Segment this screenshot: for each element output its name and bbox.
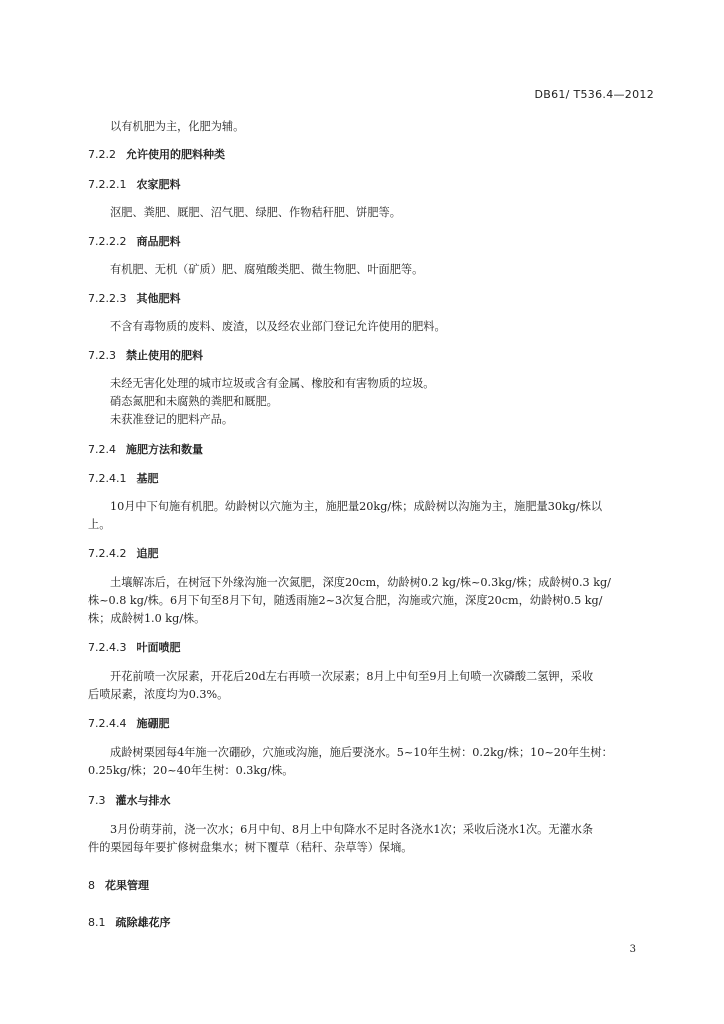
section-number: 7.2.4.3 xyxy=(88,641,127,654)
body-line: 3月份萌芽前，浇一次水；6月中旬、8月上中旬降水不足时各浇水1次；采收后浇水1次。无灌水条 xyxy=(110,823,594,836)
body-line: 后喷尿素，浓度均为0.3%。 xyxy=(88,688,229,701)
body-line: 0.25kg/株；20~40年生树：0.3kg/株。 xyxy=(88,764,294,777)
body-line: 硝态氮肥和未腐熟的粪肥和厩肥。 xyxy=(110,395,278,408)
section-heading xyxy=(88,792,654,810)
section-title: 其他肥料 xyxy=(136,292,181,305)
section-title: 疏除雄花序 xyxy=(115,916,171,929)
section-title: 允许使用的肥料种类 xyxy=(126,148,225,161)
section-number: 7.3 xyxy=(88,794,106,807)
body-line: 10月中下旬施有机肥。幼龄树以穴施为主，施肥量20kg/株；成龄树以沟施为主，施肥量30kg/株以 xyxy=(110,500,603,513)
body-line: 有机肥、无机（矿质）肥、腐殖酸类肥、微生物肥、叶面肥等。 xyxy=(110,263,424,276)
section-heading xyxy=(88,347,654,365)
section-title: 花果管理 xyxy=(105,879,149,892)
section-title: 灌水与排水 xyxy=(115,794,171,807)
body-line: 未经无害化处理的城市垃圾或含有金属、橡胶和有害物质的垃圾。 xyxy=(110,377,435,390)
section-title: 农家肥料 xyxy=(136,178,181,191)
section-number: 7.2.2.2 xyxy=(88,235,127,248)
section-title: 叶面喷肥 xyxy=(136,641,181,654)
section-title: 商品肥料 xyxy=(136,235,181,248)
page-number: 3 xyxy=(629,944,636,955)
body-line: 株；成龄树1.0 kg/株。 xyxy=(88,612,206,625)
section-heading xyxy=(88,639,654,657)
section-heading xyxy=(88,233,654,251)
section-heading xyxy=(88,176,654,194)
section-heading xyxy=(88,715,654,733)
section-title: 禁止使用的肥料 xyxy=(126,349,203,362)
section-heading xyxy=(88,877,654,895)
body-line: 上。 xyxy=(88,518,111,531)
section-title: 施硼肥 xyxy=(136,717,170,730)
body-line: 件的栗园每年要扩修树盘集水；树下覆草（秸秆、杂草等）保墒。 xyxy=(88,841,413,854)
section-number: 7.2.4.1 xyxy=(88,472,127,485)
section-number: 7.2.2.3 xyxy=(88,292,127,305)
section-heading xyxy=(88,290,654,308)
section-title: 基肥 xyxy=(136,472,159,485)
section-heading xyxy=(88,914,654,932)
section-number: 8.1 xyxy=(88,916,106,929)
section-number: 7.2.4 xyxy=(88,443,116,456)
body-line: 沤肥、粪肥、厩肥、沼气肥、绿肥、作物秸秆肥、饼肥等。 xyxy=(110,206,401,219)
section-number: 7.2.3 xyxy=(88,349,116,362)
section-number: 7.2.4.4 xyxy=(88,717,127,730)
section-title: 施肥方法和数量 xyxy=(126,443,203,456)
body-line: 未获准登记的肥料产品。 xyxy=(110,413,234,426)
body-line: 开花前喷一次尿素，开花后20d左右再喷一次尿素；8月上中旬至9月上旬喷一次磷酸二氢钾，采收 xyxy=(110,670,594,683)
section-heading xyxy=(88,146,654,164)
document-code: DB61/ T536.4—2012 xyxy=(534,88,654,101)
body-line: 以有机肥为主，化肥为辅。 xyxy=(110,120,245,133)
body-line: 株~0.8 kg/株。6月下旬至8月下旬，随透雨施2~3次复合肥，沟施或穴施，深度20cm，幼龄树0.5 kg/ xyxy=(88,594,603,607)
section-heading xyxy=(88,470,654,488)
body-line: 成龄树栗园每4年施一次硼砂，穴施或沟施，施后要浇水。5~10年生树：0.2kg/株；10~20年生树： xyxy=(110,746,613,759)
section-number: 7.2.2.1 xyxy=(88,178,127,191)
section-number: 7.2.4.2 xyxy=(88,547,127,560)
body-line: 不含有毒物质的废料、废渣，以及经农业部门登记允许使用的肥料。 xyxy=(110,320,446,333)
section-number: 8 xyxy=(88,879,95,892)
section-heading xyxy=(88,441,654,459)
section-title: 追肥 xyxy=(136,547,159,560)
body-line: 土壤解冻后，在树冠下外缘沟施一次氮肥，深度20cm，幼龄树0.2 kg/株~0.3kg/株；成龄树0.3 kg/ xyxy=(110,576,611,589)
section-number: 7.2.2 xyxy=(88,148,116,161)
section-heading xyxy=(88,545,654,563)
